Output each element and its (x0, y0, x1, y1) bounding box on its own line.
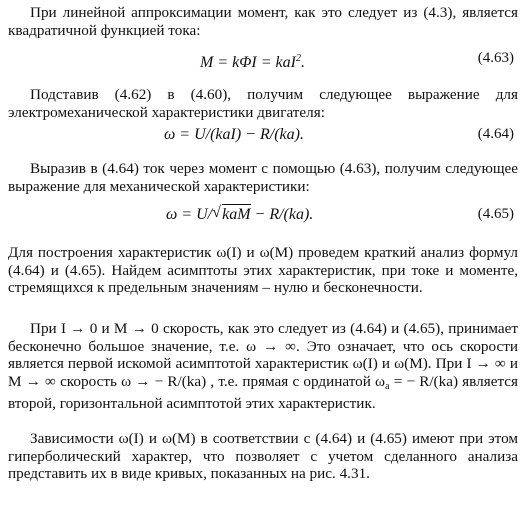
paragraph-asymptotes-tail: = − R/(ka) является второй, горизонтальной асимптотой этих характеристик. (8, 372, 518, 413)
formula-4-64-expr: ω = U/(kaI) − R/(ka). (164, 126, 304, 143)
formula-4-63 (0, 50, 526, 72)
paragraph-substitution: Подставив (4.62) в (4.60), получим следующее выражение для электромеханической характеристики двигателя: (8, 86, 518, 121)
formula-4-63-expr: M = kΦI = kaI (200, 54, 296, 71)
formula-4-65 (0, 206, 526, 228)
sqrt-sign: √ kaM (212, 204, 251, 223)
paragraph-asymptotes-text: При I → 0 и M → 0 скорость, как это следует из (4.64) и (4.65), принимает бесконечно большое значение, т.е. ω → ∞. Это означает, что ось скорости является первой искомой асимптотой характеристик ω(I) и ω(M). При I → ∞ и M → ∞ скорость ω → − R/(ka) , т.е. прямая с ординатой ω (8, 320, 518, 390)
formula-4-65-number: (4.65) (477, 206, 514, 222)
paragraph-expressing-current: Выразив в (4.64) ток через момент с помощью (4.63), получим следующее выражение для механической характеристики: (8, 160, 518, 195)
formula-4-65-pre: ω = U/ (166, 206, 213, 223)
formula-4-64-number: (4.64) (477, 126, 514, 142)
paragraph-analysis: Для построения характеристик ω(I) и ω(M) проведем краткий анализ формул (4.64) и (4.65). Найдем асимптоты этих характеристик, при токе и моменте, стремящихся к предельным значениям – нулю и бесконечности. (8, 244, 518, 297)
formula-4-63-number: (4.63) (477, 50, 514, 66)
paragraph-hyperbolic: Зависимости ω(I) и ω(M) в соответствии с (4.64) и (4.65) имеют при этом гиперболический характер, что позволяет с учетом сделанного анализа представить их в виде кривых, показанных на рис. 4.31. (8, 430, 518, 483)
formula-4-65-post: − R/(ka). (250, 206, 314, 223)
formula-4-64 (0, 126, 526, 148)
formula-4-65-radicand: kaM (222, 206, 251, 223)
paragraph-intro: При линейной аппроксимации момент, как это следует из (4.3), является квадратичной функцией тока: (8, 4, 518, 39)
omega-subscript: а (385, 380, 390, 392)
paragraph-asymptotes (8, 320, 518, 413)
formula-4-63-tail: . (300, 54, 305, 71)
formula-4-63-exponent: 2 (295, 53, 301, 64)
